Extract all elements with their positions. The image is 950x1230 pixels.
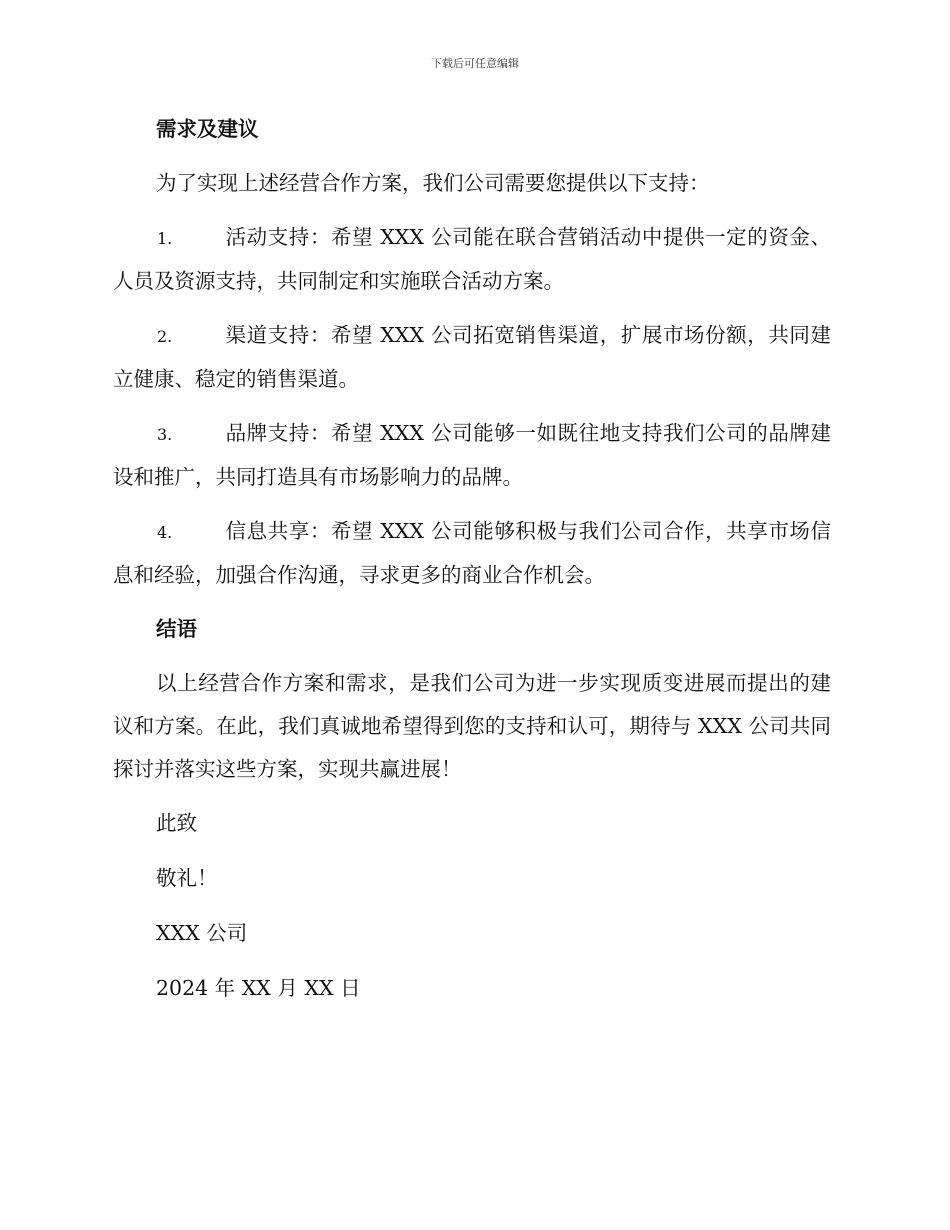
- list-item: [113, 314, 831, 401]
- list-item-number: 3.: [157, 425, 173, 444]
- section-heading-requirements: 需求及建议: [156, 117, 259, 141]
- list-item-text: 活动支持：希望 XXX 公司能在联合营销活动中提供一定的资金、人员及资源支持，共同制定和实施联合活动方案。: [113, 225, 831, 293]
- list-item: [113, 216, 831, 303]
- list-item-text: 信息共享：希望 XXX 公司能够积极与我们公司合作，共享市场信息和经验，加强合作沟通，寻求更多的商业合作机会。: [113, 519, 831, 587]
- list-item-number: 2.: [157, 327, 173, 346]
- header-note: 下载后可任意编辑: [431, 57, 519, 70]
- closing-regards: 敬礼！: [156, 866, 218, 890]
- list-item: [113, 510, 831, 597]
- signature-date: 2024 年 XX 月 XX 日: [156, 976, 361, 1000]
- intro-paragraph: 为了实现上述经营合作方案，我们公司需要您提供以下支持：: [156, 171, 710, 195]
- section-heading-conclusion: 结语: [156, 617, 197, 641]
- list-item-text: 渠道支持：希望 XXX 公司拓宽销售渠道，扩展市场份额，共同建立健康、稳定的销售渠道。: [113, 323, 831, 391]
- closing-salutation: 此致: [156, 811, 197, 835]
- list-item-number: 1.: [157, 229, 173, 248]
- conclusion-paragraph: 以上经营合作方案和需求，是我们公司为进一步实现质变进展而提出的建议和方案。在此，我们真诚地希望得到您的支持和认可，期待与 XXX 公司共同探讨并落实这些方案，实现共赢进展！: [113, 671, 831, 781]
- list-item-text: 品牌支持：希望 XXX 公司能够一如既往地支持我们公司的品牌建设和推广，共同打造具有市场影响力的品牌。: [113, 421, 831, 489]
- list-item-number: 4.: [157, 523, 173, 542]
- document-body: [113, 108, 831, 1022]
- list-item: [113, 412, 831, 499]
- signature-company: XXX 公司: [156, 921, 248, 945]
